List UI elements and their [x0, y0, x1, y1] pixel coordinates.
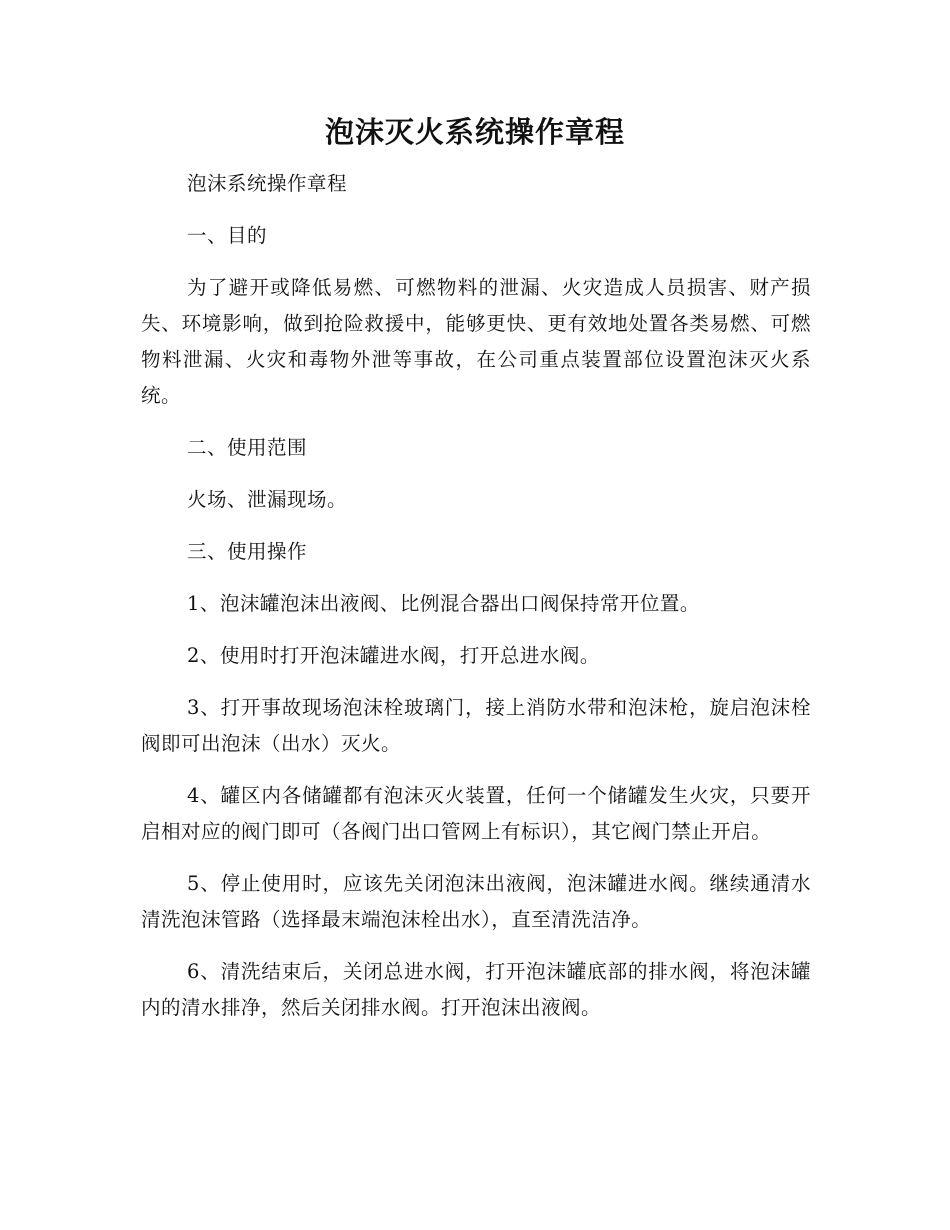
operation-step-6: 6、清洗结束后，关闭总进水阀，打开泡沫罐底部的排水阀，将泡沫罐内的清水排净，然后关闭排水阀。打开泡沫出液阀。: [141, 960, 811, 1019]
section-heading-purpose: 一、目的: [187, 224, 268, 247]
subtitle-paragraph: 泡沫系统操作章程: [187, 172, 348, 195]
purpose-paragraph: 为了避开或降低易燃、可燃物料的泄漏、火灾造成人员损害、财产损失、环境影响，做到抢险救援中，能够更快、更有效地处置各类易燃、可燃物料泄漏、火灾和毒物外泄等事故，在公司重点装置部位设置泡沫灭火系统。: [141, 276, 811, 407]
scope-paragraph: 火场、泄漏现场。: [187, 488, 348, 511]
document-body: [141, 166, 811, 1042]
section-heading-operation: 三、使用操作: [187, 540, 308, 563]
operation-step-4: 4、罐区内各储罐都有泡沫灭火装置，任何一个储罐发生火灾，只要开启相对应的阀门即可（各阀门出口管网上有标识），其它阀门禁止开启。: [141, 784, 811, 843]
operation-step-2: 2、使用时打开泡沫罐进水阀，打开总进水阀。: [187, 644, 600, 667]
operation-step-3: 3、打开事故现场泡沫栓玻璃门，接上消防水带和泡沫枪，旋启泡沫栓阀即可出泡沫（出水）灭火。: [141, 696, 811, 755]
operation-step-1: 1、泡沫罐泡沫出液阀、比例混合器出口阀保持常开位置。: [187, 592, 700, 615]
operation-step-5: 5、停止使用时，应该先关闭泡沫出液阀，泡沫罐进水阀。继续通清水清洗泡沫管路（选择最末端泡沫栓出水），直至清洗洁净。: [141, 872, 811, 931]
section-heading-scope: 二、使用范围: [187, 436, 308, 459]
document-title: 泡沫灭火系统操作章程: [324, 115, 625, 149]
